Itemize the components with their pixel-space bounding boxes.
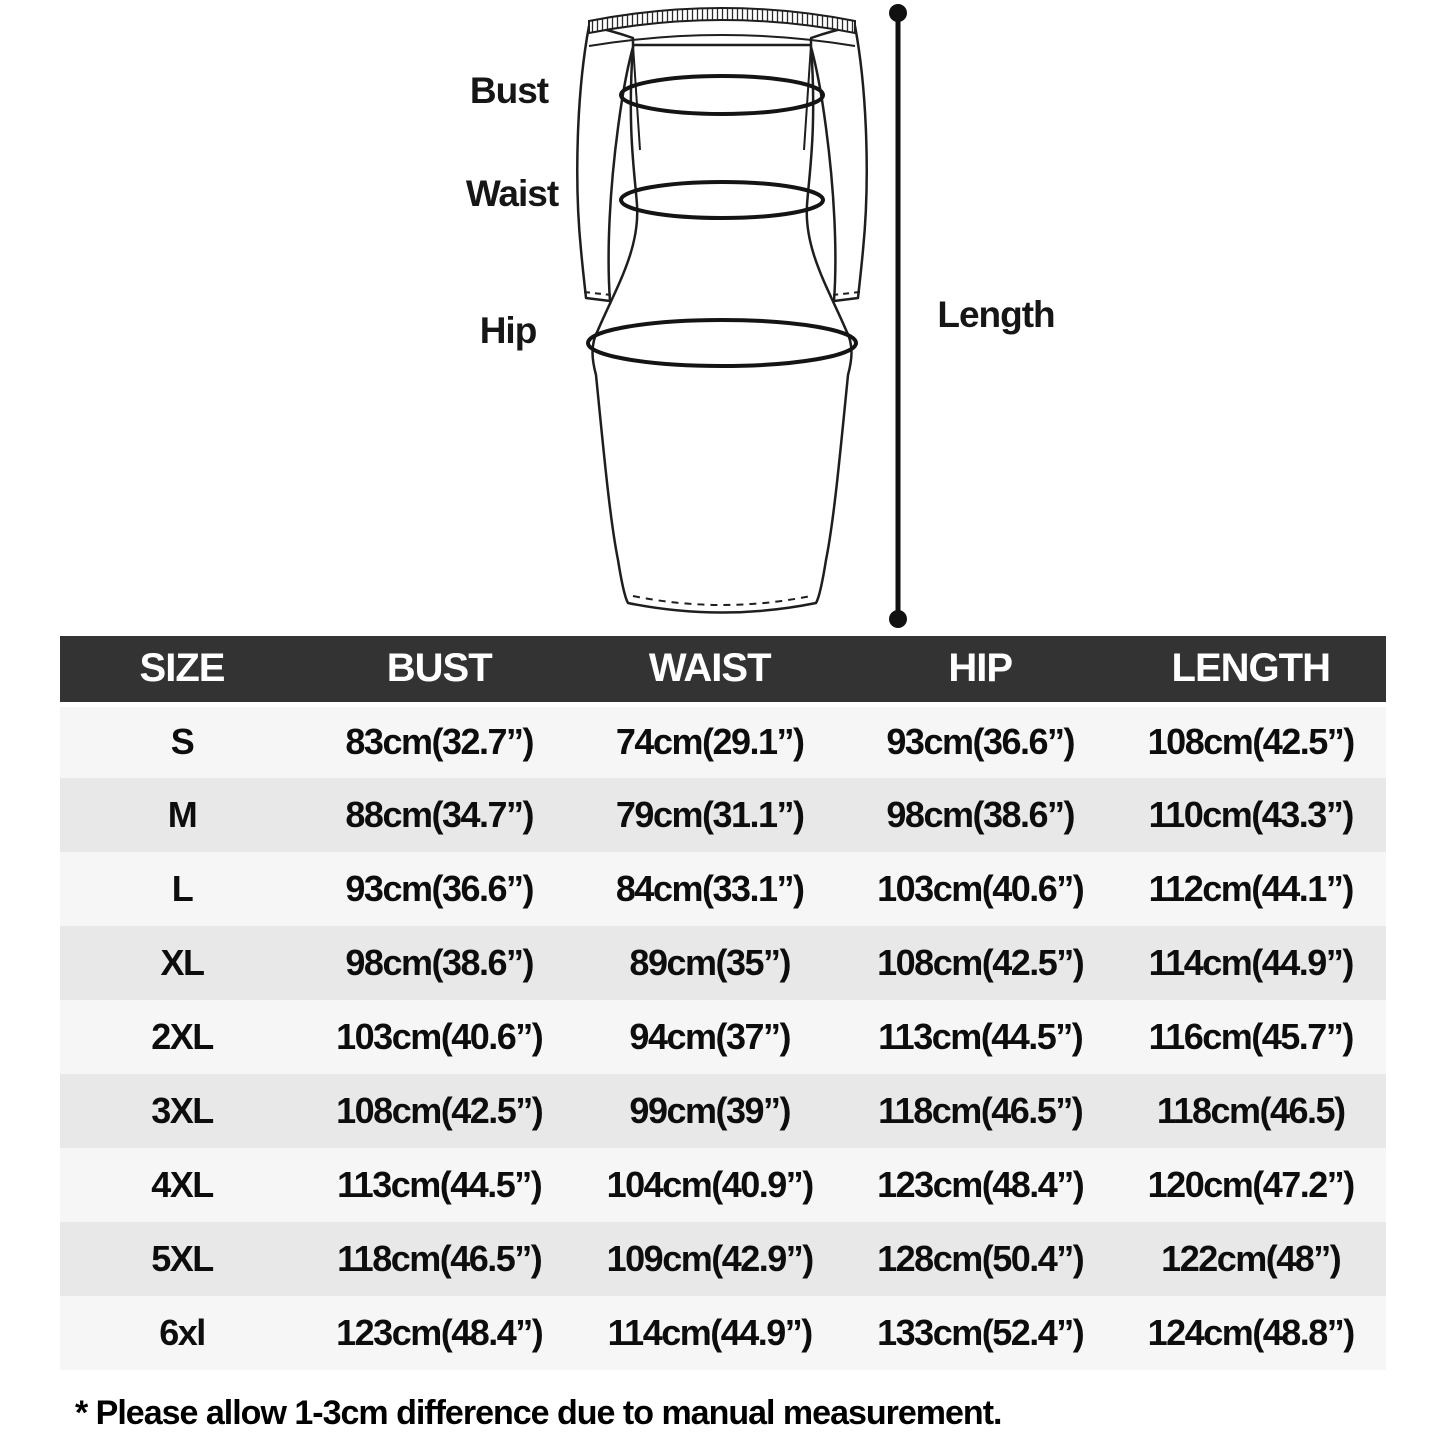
size-row-6xl [60,1296,1386,1370]
sleeve-right [811,26,867,301]
cell-size: 5XL [151,1238,213,1279]
cell-size: S [170,721,194,763]
cell-length: 112cm(44.1”) [1148,868,1353,909]
hip-label: Hip [479,310,537,351]
cell-bust: 103cm(40.6”) [336,1016,543,1057]
size-row-5xl [60,1222,1386,1296]
cell-size: 3XL [151,1090,213,1131]
cell-size: M [167,794,197,835]
size-diagram [0,0,1445,636]
cell-hip: 123cm(48.4”) [877,1164,1084,1205]
sleeve-left [577,26,633,301]
cell-length: 118cm(46.5) [1156,1090,1345,1131]
cell-hip: 93cm(36.6”) [886,721,1075,763]
cell-size: 4XL [151,1164,213,1205]
column-header-size: SIZE [60,636,304,704]
dress-line-drawing-icon [0,0,1445,636]
cell-bust: 83cm(32.7”) [345,721,534,763]
length-label: Length [937,294,1055,335]
cell-length: 122cm(48”) [1161,1238,1341,1279]
neckline-band [589,8,855,33]
cell-hip: 133cm(52.4”) [877,1312,1084,1353]
column-header-waist: WAIST [574,636,845,704]
cell-waist: 99cm(39”) [629,1090,791,1131]
cell-length: 114cm(44.9”) [1148,942,1353,983]
cell-length: 120cm(47.2”) [1147,1164,1354,1205]
cell-bust: 113cm(44.5”) [337,1164,542,1205]
cell-length: 124cm(48.8”) [1147,1312,1354,1353]
column-header-bust: BUST [304,636,575,704]
cell-hip: 103cm(40.6”) [877,868,1084,909]
cell-hip: 98cm(38.6”) [886,794,1075,835]
cell-hip: 128cm(50.4”) [877,1238,1084,1279]
cell-bust: 118cm(46.5”) [337,1238,542,1279]
size-row-l [60,852,1386,926]
cell-waist: 79cm(31.1”) [615,794,804,835]
cell-hip: 113cm(44.5”) [878,1016,1083,1057]
waist-label: Waist [465,173,559,214]
cell-size: XL [160,942,204,983]
table-header-row [60,636,1386,704]
size-row-xl [60,926,1386,1000]
cell-waist: 84cm(33.1”) [615,868,804,909]
column-header-hip: HIP [845,636,1116,704]
cell-size: 2XL [151,1016,213,1057]
cell-hip: 118cm(46.5”) [878,1090,1083,1131]
cell-waist: 109cm(42.9”) [606,1238,813,1279]
cell-size: L [171,868,193,909]
size-row-2xl [60,1000,1386,1074]
cell-waist: 104cm(40.9”) [606,1164,813,1205]
length-dimension-line [889,4,907,628]
cell-hip: 108cm(42.5”) [877,942,1084,983]
cell-waist: 74cm(29.1”) [615,721,804,763]
cell-waist: 114cm(44.9”) [607,1312,812,1353]
column-header-length: LENGTH [1115,636,1386,704]
size-chart-table [60,636,1386,1370]
cell-bust: 93cm(36.6”) [345,868,534,909]
size-row-3xl [60,1074,1386,1148]
dress-body-outline [593,45,852,613]
measurement-disclaimer: * Please allow 1-3cm difference due to manual measurement. [75,1394,1002,1432]
size-row-s [60,704,1386,778]
size-row-m [60,778,1386,852]
cell-bust: 108cm(42.5”) [336,1090,543,1131]
cell-bust: 88cm(34.7”) [345,794,534,835]
cell-length: 110cm(43.3”) [1148,794,1353,835]
cell-bust: 123cm(48.4”) [336,1312,543,1353]
cell-length: 108cm(42.5”) [1147,721,1354,763]
cell-waist: 89cm(35”) [629,942,791,983]
cell-size: 6xl [159,1312,205,1353]
size-row-4xl [60,1148,1386,1222]
cell-bust: 98cm(38.6”) [345,942,534,983]
bust-label: Bust [469,70,549,111]
cell-waist: 94cm(37”) [629,1016,791,1057]
cell-length: 116cm(45.7”) [1148,1016,1353,1057]
